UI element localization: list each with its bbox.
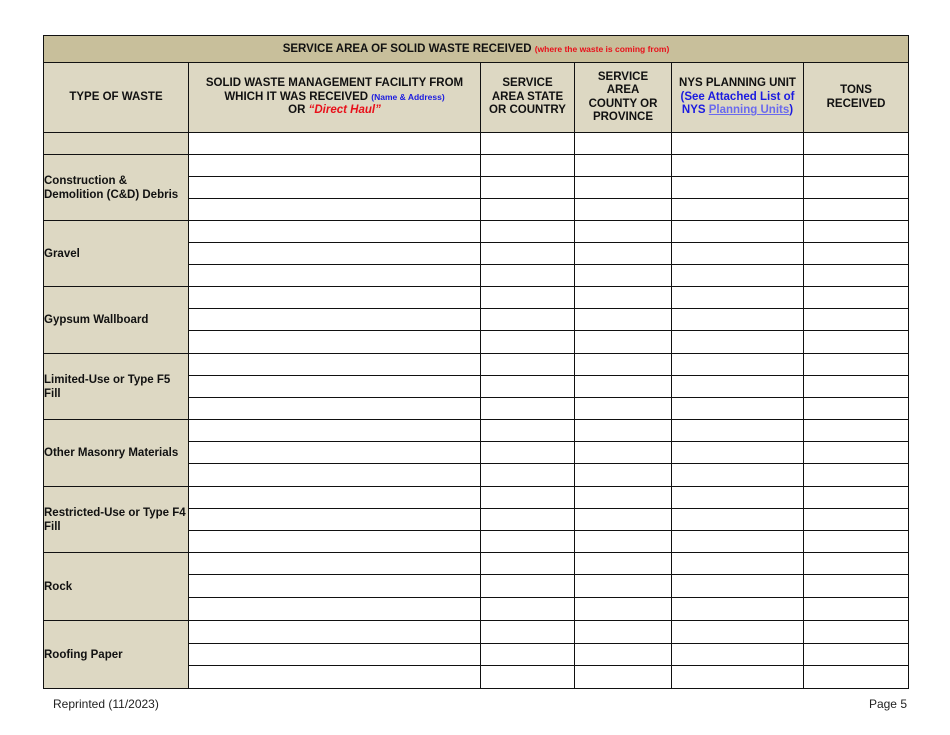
state-cell[interactable]: [481, 287, 575, 309]
county-cell[interactable]: [575, 243, 672, 265]
planning-unit-cell[interactable]: [672, 331, 804, 354]
tons-cell[interactable]: [804, 420, 909, 442]
facility-cell[interactable]: [189, 666, 481, 689]
state-cell[interactable]: [481, 376, 575, 398]
tons-cell[interactable]: [804, 442, 909, 464]
table-title: [44, 36, 909, 63]
waste-type-label: Limited-Use or Type F5 Fill: [44, 354, 189, 420]
state-cell[interactable]: [481, 420, 575, 442]
waste-type-label: Restricted-Use or Type F4 Fill: [44, 487, 189, 553]
tons-cell[interactable]: [804, 155, 909, 177]
planning-unit-cell[interactable]: [672, 442, 804, 464]
page-number: Page 5: [868, 697, 907, 711]
facility-cell[interactable]: [189, 133, 481, 155]
table-row: [44, 553, 909, 575]
state-cell[interactable]: [481, 265, 575, 287]
county-cell[interactable]: [575, 354, 672, 376]
tons-cell[interactable]: [804, 487, 909, 509]
state-cell[interactable]: [481, 509, 575, 531]
planning-unit-cell[interactable]: [672, 354, 804, 376]
state-cell[interactable]: [481, 243, 575, 265]
facility-cell[interactable]: [189, 177, 481, 199]
tons-cell[interactable]: [804, 265, 909, 287]
header-county-province: SERVICE AREA COUNTY OR PROVINCE: [575, 63, 672, 133]
county-cell[interactable]: [575, 221, 672, 243]
tons-cell[interactable]: [804, 309, 909, 331]
tons-cell[interactable]: [804, 531, 909, 553]
county-cell[interactable]: [575, 464, 672, 487]
state-cell[interactable]: [481, 398, 575, 420]
facility-cell[interactable]: [189, 155, 481, 177]
tons-cell[interactable]: [804, 644, 909, 666]
waste-type-label: Other Masonry Materials: [44, 420, 189, 487]
table-body: [44, 133, 909, 689]
state-cell[interactable]: [481, 133, 575, 155]
tons-cell[interactable]: [804, 398, 909, 420]
state-cell[interactable]: [481, 553, 575, 575]
planning-unit-cell[interactable]: [672, 199, 804, 221]
county-cell[interactable]: [575, 331, 672, 354]
facility-cell[interactable]: [189, 420, 481, 442]
planning-unit-cell[interactable]: [672, 287, 804, 309]
header-facility-or: OR: [288, 104, 306, 117]
facility-cell[interactable]: [189, 487, 481, 509]
facility-cell[interactable]: [189, 376, 481, 398]
planning-unit-cell[interactable]: [672, 621, 804, 644]
county-cell[interactable]: [575, 398, 672, 420]
planning-unit-note-close: ): [789, 104, 794, 117]
header-facility-text: SOLID WASTE MANAGEMENT FACILITY FROM WHICH IT WAS RECEIVED: [205, 77, 464, 103]
county-cell[interactable]: [575, 155, 672, 177]
header-type-of-waste: TYPE OF WASTE: [44, 63, 189, 133]
planning-unit-cell[interactable]: [672, 177, 804, 199]
planning-unit-cell[interactable]: [672, 644, 804, 666]
county-cell[interactable]: [575, 575, 672, 598]
county-cell[interactable]: [575, 621, 672, 644]
facility-cell[interactable]: [189, 243, 481, 265]
reprinted-date: Reprinted (11/2023): [53, 697, 159, 711]
county-cell[interactable]: [575, 376, 672, 398]
facility-cell[interactable]: [189, 331, 481, 354]
table-row: [44, 287, 909, 309]
header-facility: [189, 63, 481, 133]
waste-type-label: Gypsum Wallboard: [44, 287, 189, 354]
state-cell[interactable]: [481, 464, 575, 487]
table-row: [44, 354, 909, 376]
table-row: [44, 221, 909, 243]
column-header-row: [44, 63, 909, 133]
blank-type-cell: [44, 133, 189, 155]
county-cell[interactable]: [575, 509, 672, 531]
state-cell[interactable]: [481, 309, 575, 331]
state-cell[interactable]: [481, 575, 575, 598]
header-tons-received: TONS RECEIVED: [804, 63, 909, 133]
county-cell[interactable]: [575, 265, 672, 287]
table-row: [44, 155, 909, 177]
facility-cell[interactable]: [189, 644, 481, 666]
facility-cell[interactable]: [189, 621, 481, 644]
planning-unit-cell[interactable]: [672, 531, 804, 553]
county-cell[interactable]: [575, 420, 672, 442]
planning-unit-cell[interactable]: [672, 243, 804, 265]
county-cell[interactable]: [575, 487, 672, 509]
header-direct-haul: “Direct Haul”: [308, 104, 381, 117]
facility-cell[interactable]: [189, 287, 481, 309]
county-cell[interactable]: [575, 199, 672, 221]
tons-cell[interactable]: [804, 133, 909, 155]
facility-cell[interactable]: [189, 199, 481, 221]
county-cell[interactable]: [575, 287, 672, 309]
facility-cell[interactable]: [189, 553, 481, 575]
planning-unit-cell[interactable]: [672, 155, 804, 177]
state-cell[interactable]: [481, 331, 575, 354]
state-cell[interactable]: [481, 598, 575, 621]
planning-unit-note-text: (See Attached List of NYS: [680, 90, 795, 117]
county-cell[interactable]: [575, 531, 672, 553]
tons-cell[interactable]: [804, 464, 909, 487]
tons-cell[interactable]: [804, 221, 909, 243]
planning-unit-cell[interactable]: [672, 575, 804, 598]
tons-cell[interactable]: [804, 376, 909, 398]
facility-cell[interactable]: [189, 442, 481, 464]
facility-cell[interactable]: [189, 509, 481, 531]
facility-cell[interactable]: [189, 309, 481, 331]
county-cell[interactable]: [575, 553, 672, 575]
planning-unit-cell[interactable]: [672, 509, 804, 531]
state-cell[interactable]: [481, 199, 575, 221]
header-planning-unit-text: NYS PLANNING UNIT: [679, 77, 796, 90]
waste-type-label: Roofing Paper: [44, 621, 189, 689]
table-title-row: [44, 36, 909, 63]
header-state-country: SERVICE AREA STATE OR COUNTRY: [481, 63, 575, 133]
tons-cell[interactable]: [804, 575, 909, 598]
county-cell[interactable]: [575, 177, 672, 199]
facility-cell[interactable]: [189, 598, 481, 621]
state-cell[interactable]: [481, 531, 575, 553]
state-cell[interactable]: [481, 487, 575, 509]
planning-unit-cell[interactable]: [672, 464, 804, 487]
county-cell[interactable]: [575, 442, 672, 464]
waste-type-label: Construction & Demolition (C&D) Debris: [44, 155, 189, 221]
service-area-table: [43, 35, 909, 689]
state-cell[interactable]: [481, 621, 575, 644]
tons-cell[interactable]: [804, 199, 909, 221]
header-planning-unit-note: [681, 91, 795, 117]
facility-cell[interactable]: [189, 354, 481, 376]
state-cell[interactable]: [481, 442, 575, 464]
county-cell[interactable]: [575, 598, 672, 621]
facility-cell[interactable]: [189, 398, 481, 420]
county-cell[interactable]: [575, 133, 672, 155]
table-title-note: (where the waste is coming from): [534, 44, 670, 54]
state-cell[interactable]: [481, 155, 575, 177]
planning-unit-cell[interactable]: [672, 398, 804, 420]
planning-unit-cell[interactable]: [672, 598, 804, 621]
county-cell[interactable]: [575, 644, 672, 666]
planning-unit-cell[interactable]: [672, 265, 804, 287]
tons-cell[interactable]: [804, 666, 909, 689]
planning-unit-cell[interactable]: [672, 133, 804, 155]
state-cell[interactable]: [481, 177, 575, 199]
facility-cell[interactable]: [189, 531, 481, 553]
planning-unit-cell[interactable]: [672, 221, 804, 243]
table-title-text: SERVICE AREA OF SOLID WASTE RECEIVED: [282, 43, 532, 55]
waste-type-label: Rock: [44, 553, 189, 621]
table-row: [44, 621, 909, 644]
tons-cell[interactable]: [804, 331, 909, 354]
planning-unit-cell[interactable]: [672, 376, 804, 398]
tons-cell[interactable]: [804, 598, 909, 621]
state-cell[interactable]: [481, 221, 575, 243]
tons-cell[interactable]: [804, 243, 909, 265]
planning-unit-cell[interactable]: [672, 553, 804, 575]
blank-row: [44, 133, 909, 155]
header-facility-note: (Name & Address): [371, 91, 445, 102]
facility-cell[interactable]: [189, 221, 481, 243]
waste-type-label: Gravel: [44, 221, 189, 287]
table-row: [44, 420, 909, 442]
planning-unit-cell[interactable]: [672, 487, 804, 509]
state-cell[interactable]: [481, 666, 575, 689]
tons-cell[interactable]: [804, 177, 909, 199]
state-cell[interactable]: [481, 644, 575, 666]
planning-units-link[interactable]: Planning Units: [708, 104, 790, 117]
planning-unit-cell[interactable]: [672, 309, 804, 331]
county-cell[interactable]: [575, 309, 672, 331]
county-cell[interactable]: [575, 666, 672, 689]
table-row: [44, 487, 909, 509]
tons-cell[interactable]: [804, 509, 909, 531]
tons-cell[interactable]: [804, 621, 909, 644]
facility-cell[interactable]: [189, 464, 481, 487]
state-cell[interactable]: [481, 354, 575, 376]
facility-cell[interactable]: [189, 265, 481, 287]
facility-cell[interactable]: [189, 575, 481, 598]
header-planning-unit: [672, 63, 804, 133]
tons-cell[interactable]: [804, 553, 909, 575]
planning-unit-cell[interactable]: [672, 420, 804, 442]
tons-cell[interactable]: [804, 287, 909, 309]
tons-cell[interactable]: [804, 354, 909, 376]
planning-unit-cell[interactable]: [672, 666, 804, 689]
